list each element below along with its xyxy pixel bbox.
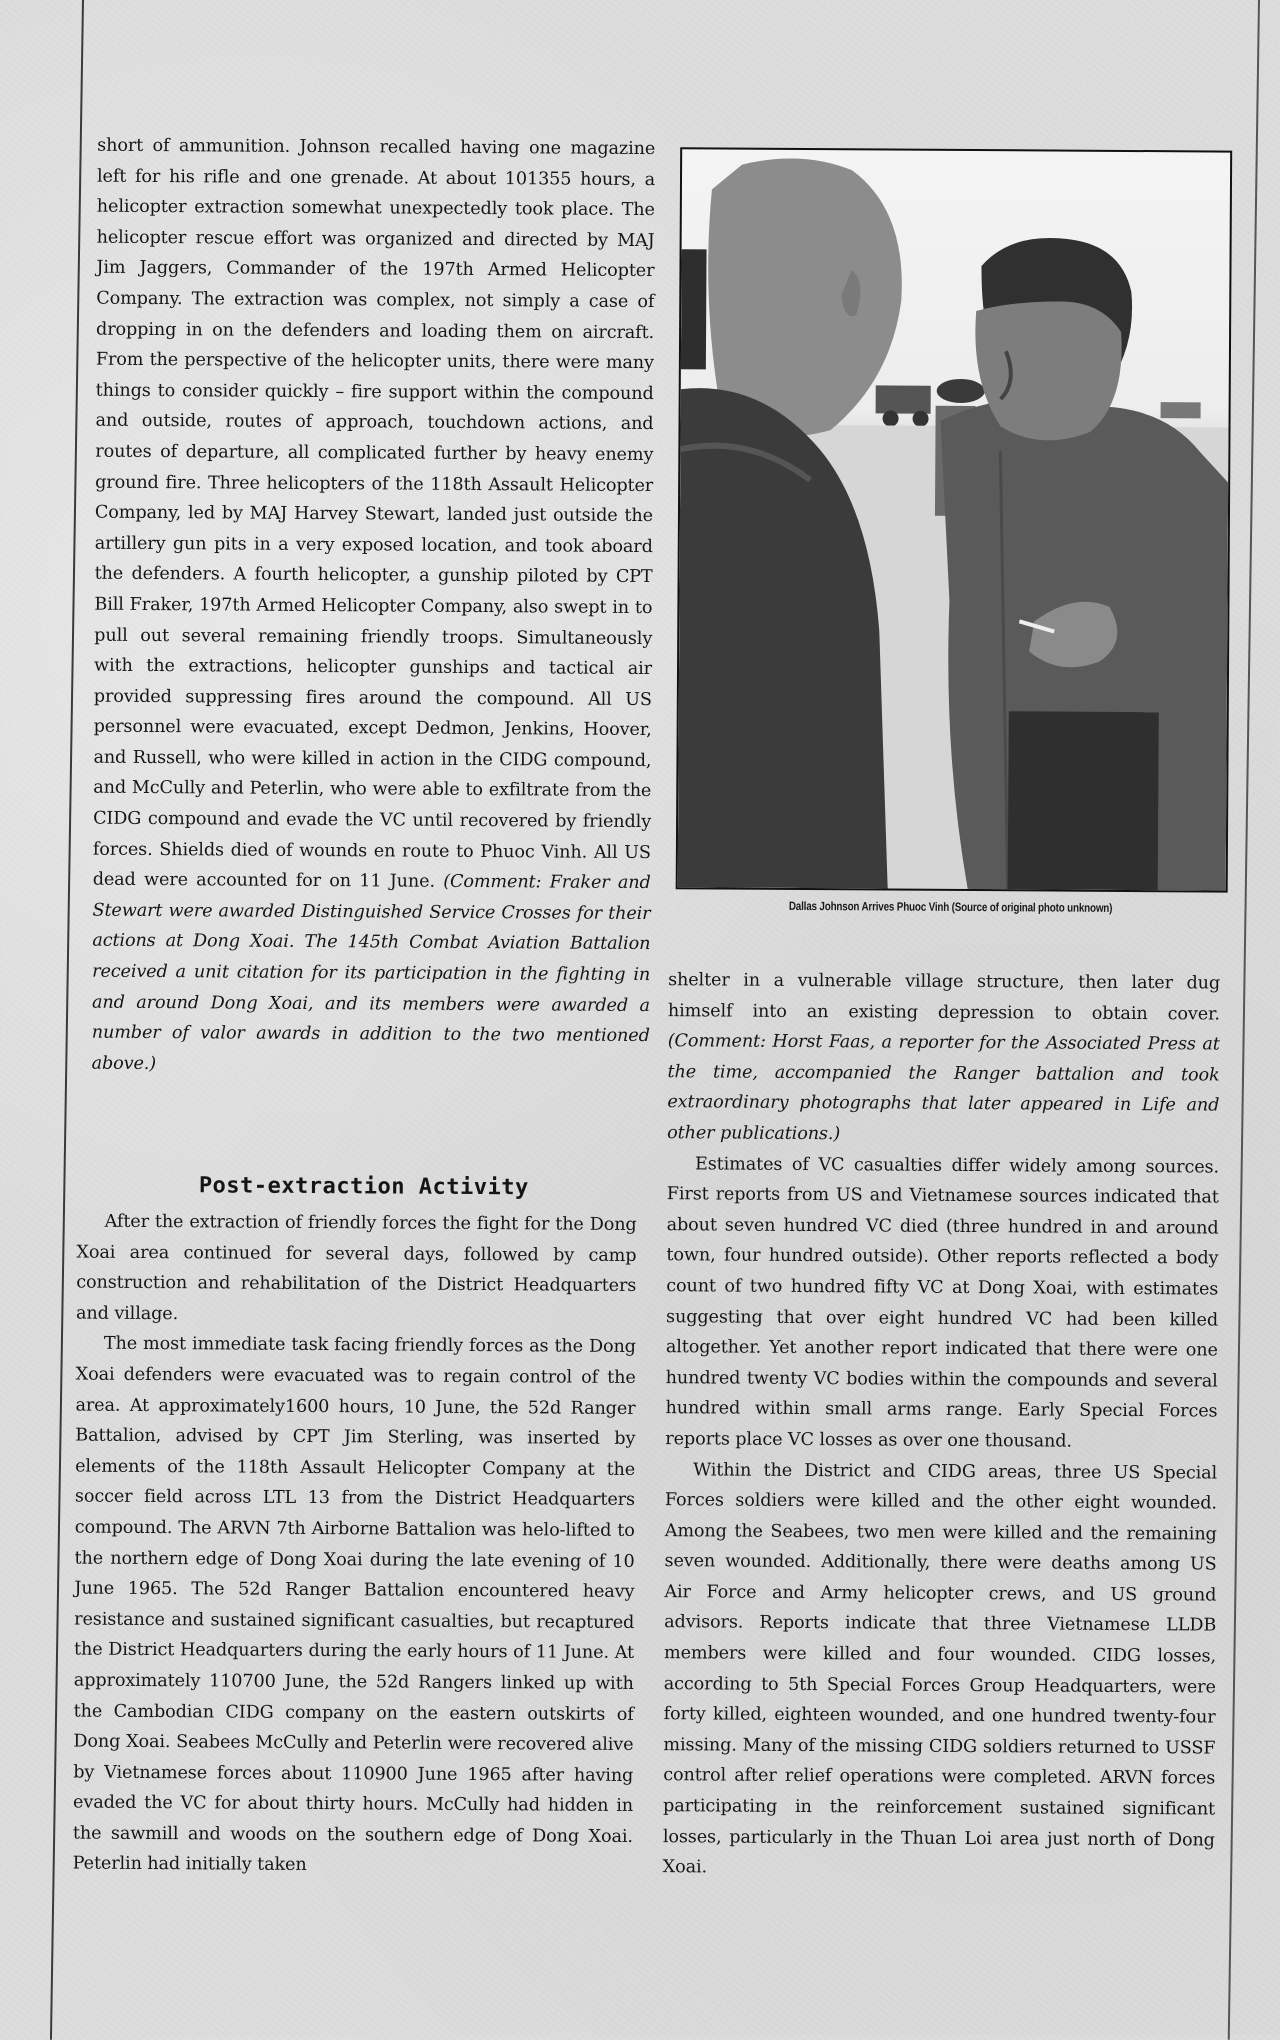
left-column-top: [92, 131, 656, 1083]
right-column-bottom: [663, 965, 1221, 1886]
photo-dallas-johnson: [676, 147, 1233, 892]
photo-illustration: [678, 149, 1230, 890]
comment-italic: (Comment: Horst Faas, a reporter for the Associated Press at the time, accompanied the Ranger battalion and took extraordinary photographs that later appeared in Life and other publications.): [667, 1031, 1220, 1145]
paragraph: The most immediate task facing friendly forces as the Dong Xoai defenders were evacuated was to regain control of the area. At approximately1600 hours, 10 June, the 52d Ranger Battalion, advised by CPT Jim Sterling, was inserted by elements of the 118th Assault Helicopter Company at the soccer field across LTL 13 from the District Headquarters compound. The ARVN 7th Airborne Battalion was helo-lifted to the northern edge of Dong Xoai during the late evening of 10 June 1965. The 52d Ranger Battalion encountered heavy resistance and sustained significant casualties, but recaptured the District Headquarters during the early hours of 11 June. At approximately 110700 June, the 52d Rangers linked up with the Cambodian CIDG company on the eastern outskirts of Dong Xoai. Seabees McCully and Peterlin were recovered alive by Vietnamese forces about 110900 June 1965 after having evaded the VC for about thirty hours. McCully had hidden in the sawmill and woods on the southern edge of Dong Xoai. Peterlin had initially taken: [72, 1334, 636, 1876]
section-heading: Post-extraction Activity: [198, 1173, 529, 1201]
paragraph: [667, 965, 1220, 1152]
paragraph: Within the District and CIDG areas, three US Special Forces soldiers were killed and the other eight wounded. Among the Seabees, two men were killed and the remaining seven wounded. Additionally, there were deaths among US Air Force and Army helicopter crews, and US ground advisors. Reports indicate that three Vietnamese LLDB members were killed and four wounded. CIDG losses, according to 5th Special Forces Group Headquarters, were forty killed, eighteen wounded, and one hundred twenty-four missing. Many of the missing CIDG soldiers returned to USSF control after relief operations were completed. ARVN forces participating in the reinforcement sustained significant losses, particularly in the Thuan Loi area just north of Dong Xoai.: [662, 1459, 1218, 1878]
body-text: shelter in a vulnerable village structure, then later dug himself into an existing depression to obtain cover.: [667, 970, 1221, 1025]
paragraph: After the extraction of friendly forces the fight for the Dong Xoai area continued for several days, followed by camp construction and rehabilitation of the District Headquarters and village.: [76, 1211, 637, 1324]
paragraph: [92, 131, 656, 1083]
paragraph: Estimates of VC casualties differ widely among sources. First reports from US and Vietnamese sources indicated that about seven hundred VC died (three hundred in and around town, four hundred outside). Other reports reflected a body count of two hundred fifty VC at Dong Xoai, with estimates suggesting that over eight hundred VC had been killed altogether. Yet another report indicated that there were one hundred twenty VC bodies within the compounds and several hundred within small arms range. Early Special Forces reports place VC losses as over one thousand.: [665, 1153, 1220, 1452]
body-text: short of ammunition. Johnson recalled having one magazine left for his rifle and one grenade. At about 101355 hours, a helicopter extraction somewhat unexpectedly took place. The helicopter rescue effort was organized and directed by MAJ Jim Jaggers, Commander of the 197th Armed Helicopter Company. The extraction was complex, not simply a case of dropping in on the defenders and loading them on aircraft. From the perspective of the helicopter units, there were many things to consider quickly – fire support within the compound and outside, routes of approach, touchdown actions, and routes of departure, all complicated further by heavy enemy ground fire. Three helicopters of the 118th Assault Helicopter Company, led by MAJ Harvey Stewart, landed just outside the artillery gun pits in a very exposed location, and took aboard the defenders. A fourth helicopter, a gunship piloted by CPT Bill Fraker, 197th Armed Helicopter Company, also swept in to pull out several remaining friendly troops. Simultaneously with the extractions, helicopter gunships and tactical air provided suppressing fires around the compound. All US personnel were evacuated, except Dedmon, Jenkins, Hoover, and Russell, who were killed in action in the CIDG compound, and McCully and Peterlin, who were able to exfiltrate from the CIDG compound and evade the VC until recovered by friendly forces. Shields died of wounds en route to Phuoc Vinh. All US dead were accounted for on 11 June.: [92, 135, 656, 893]
photo-caption: Dallas Johnson Arrives Phuoc Vinh (Source of original photo unknown): [788, 898, 1113, 915]
comment-italic: (Comment: Fraker and Stewart were awarded Distinguished Service Crosses for their actions at Dong Xoai. The 145th Combat Aviation Battalion received a unit citation for its participation in the fighting in and around Dong Xoai, and its members were awarded a number of valor awards in addition to the two mentioned above.): [91, 872, 651, 1074]
left-column-bottom: [73, 1207, 637, 1883]
